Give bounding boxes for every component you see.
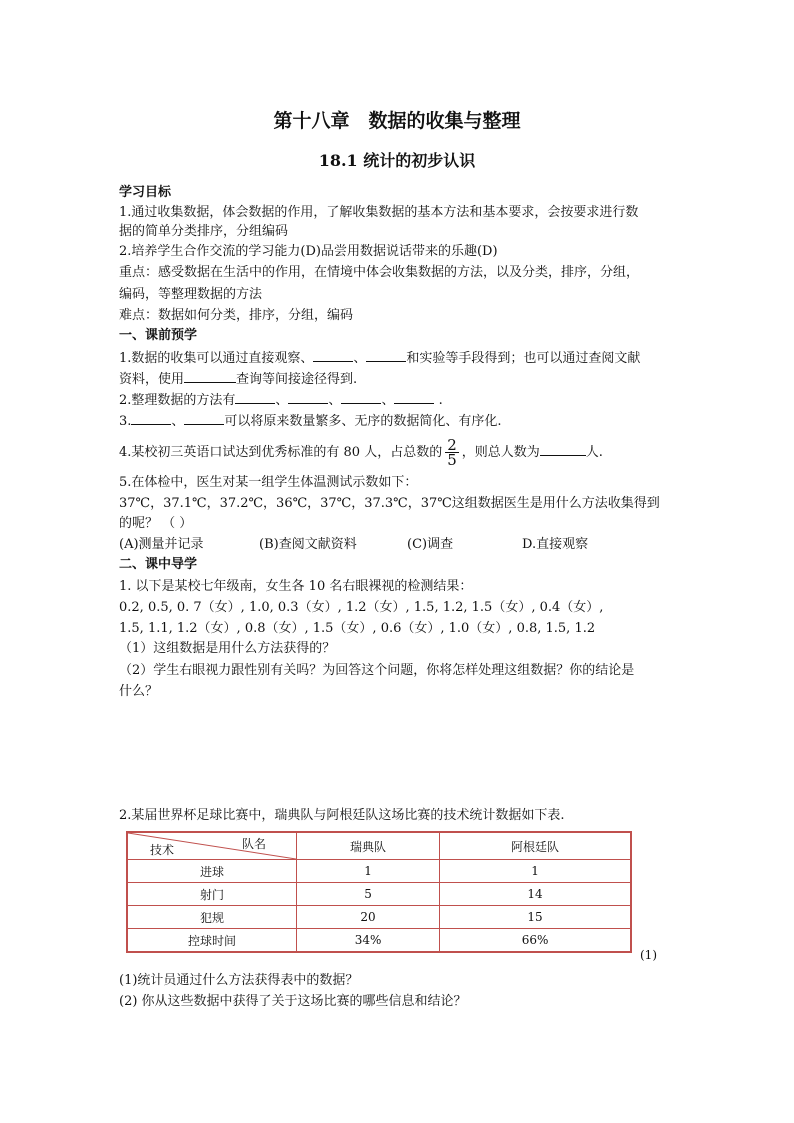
cell-argentina: 66% [440, 929, 631, 953]
header-argentina: 阿根廷队 [440, 832, 631, 860]
vision-data-line2: 1.5, 1.1, 1.2（女）, 0.8（女）, 1.5（女）, 0.6（女）, 1.0（女）, 0.8, 1.5, 1.2 [119, 621, 596, 636]
table-row [127, 860, 631, 883]
guided-sub1: （1）这组数据是用什么方法获得的？ [119, 641, 336, 656]
cell-sweden: 1 [297, 860, 440, 883]
preview-q1b: 资料，使用 查询等间接途径得到. [119, 368, 357, 390]
cell-sweden: 20 [297, 906, 440, 929]
header-sweden: 瑞典队 [297, 832, 440, 860]
section-title: 18.1 统计的初步认识 [318, 151, 476, 170]
fraction-two-fifths: $\frac{2}{5}$ [447, 436, 457, 469]
chapter-title: 第十八章 数据的收集与整理 [273, 110, 521, 132]
table-row [127, 929, 631, 953]
guided-q1: 1. 以下是某校七年级南，女生各 10 名右眼裸视的检测结果： [119, 579, 473, 594]
cell-argentina: 1 [440, 860, 631, 883]
guided-sub2a: （2）学生右眼视力跟性别有关吗？为回答这个问题，你将怎样处理这组数据？你的结论是 [119, 663, 635, 678]
preview-q2: 2.整理数据的方法有 、 、 、 . [119, 389, 443, 411]
guided-q2: 2.某届世界杯足球比赛中，瑞典队与阿根廷队这场比赛的技术统计数据如下表. [119, 808, 565, 823]
objectives-heading: 学习目标 [119, 185, 172, 200]
table-row [127, 883, 631, 906]
cell-sweden: 5 [297, 883, 440, 906]
option-b[interactable]: (B)查阅文献资料 [259, 537, 357, 552]
objective-2: 2.培养学生合作交流的学习能力(D)品尝用数据说话带来的乐趣(D) [119, 244, 498, 259]
key-point-b: 编码，等整理数据的方法 [119, 287, 263, 302]
cell-argentina: 15 [440, 906, 631, 929]
objective-1b: 据的简单分类排序，分组编码 [119, 224, 289, 239]
answer-blank[interactable] [131, 410, 171, 425]
answer-blank[interactable] [341, 389, 381, 404]
preview-q3: 3. 、 可以将原来数量繁多、无序的数据简化、有序化. [119, 410, 502, 432]
vision-data-line1: 0.2, 0.5, 0. 7（女）, 1.0, 0.3（女）, 1.2（女）, 1.5, 1.2, 1.5（女）, 0.4（女）, [119, 600, 604, 615]
diagonal-header-cell [127, 832, 297, 860]
preview-q4: 4.某校初三英语口试达到优秀标准的有 80 人，占总数的 $\frac{2}{5}$ ，则总人数为 人. [119, 436, 603, 469]
table-row [127, 906, 631, 929]
preview-q5a: 5.在体检中，医生对某一组学生体温测试示数如下： [119, 475, 418, 490]
answer-blank[interactable] [313, 347, 353, 362]
preview-q5b: 37℃，37.1℃，37.2℃，36℃，37℃，37.3℃，37℃这组数据医生是用什么方法收集得到 [119, 496, 660, 511]
preview-heading: 一、课前预学 [119, 328, 198, 343]
option-d[interactable]: D.直接观察 [522, 537, 589, 552]
table-question-1: (1)统计员通过什么方法获得表中的数据？ [119, 973, 359, 988]
preview-q5-options [119, 535, 588, 555]
answer-blank[interactable] [184, 410, 224, 425]
answer-blank[interactable] [394, 389, 434, 404]
row-label: 控球时间 [127, 929, 297, 953]
row-label: 射门 [127, 883, 297, 906]
objective-1a: 1.通过收集数据，体会数据的作用，了解收集数据的基本方法和基本要求，会按要求进行数 [119, 205, 639, 220]
answer-blank[interactable] [366, 347, 406, 362]
option-a[interactable]: (A)测量并记录 [119, 537, 204, 552]
answer-blank[interactable] [184, 368, 236, 383]
answer-blank[interactable] [540, 441, 586, 456]
table-question-2: (2) 你从这些数据中获得了关于这场比赛的哪些信息和结论？ [119, 994, 467, 1009]
key-point-a: 重点：感受数据在生活中的作用，在情境中体会收集数据的方法，以及分类，排序，分组， [119, 265, 640, 280]
difficulty: 难点：数据如何分类，排序，分组，编码 [119, 308, 354, 323]
preview-q5c: 的呢？ （ ） [119, 516, 193, 531]
match-stats-table [126, 831, 632, 953]
header-skill: 技术 [150, 843, 175, 857]
header-team: 队名 [241, 837, 266, 851]
table-note: (1) [640, 948, 657, 962]
option-c[interactable]: (C)调查 [407, 537, 454, 552]
row-label: 犯规 [127, 906, 297, 929]
row-label: 进球 [127, 860, 297, 883]
answer-blank[interactable] [235, 389, 275, 404]
cell-argentina: 14 [440, 883, 631, 906]
cell-sweden: 34% [297, 929, 440, 953]
answer-blank[interactable] [288, 389, 328, 404]
guided-sub2b: 什么？ [119, 684, 159, 699]
guided-heading: 二、课中导学 [119, 557, 198, 572]
table-header-row [127, 832, 631, 860]
preview-q1a: 1.数据的收集可以通过直接观察、 、 和实验等手段得到；也可以通过查阅文献 [119, 347, 640, 369]
